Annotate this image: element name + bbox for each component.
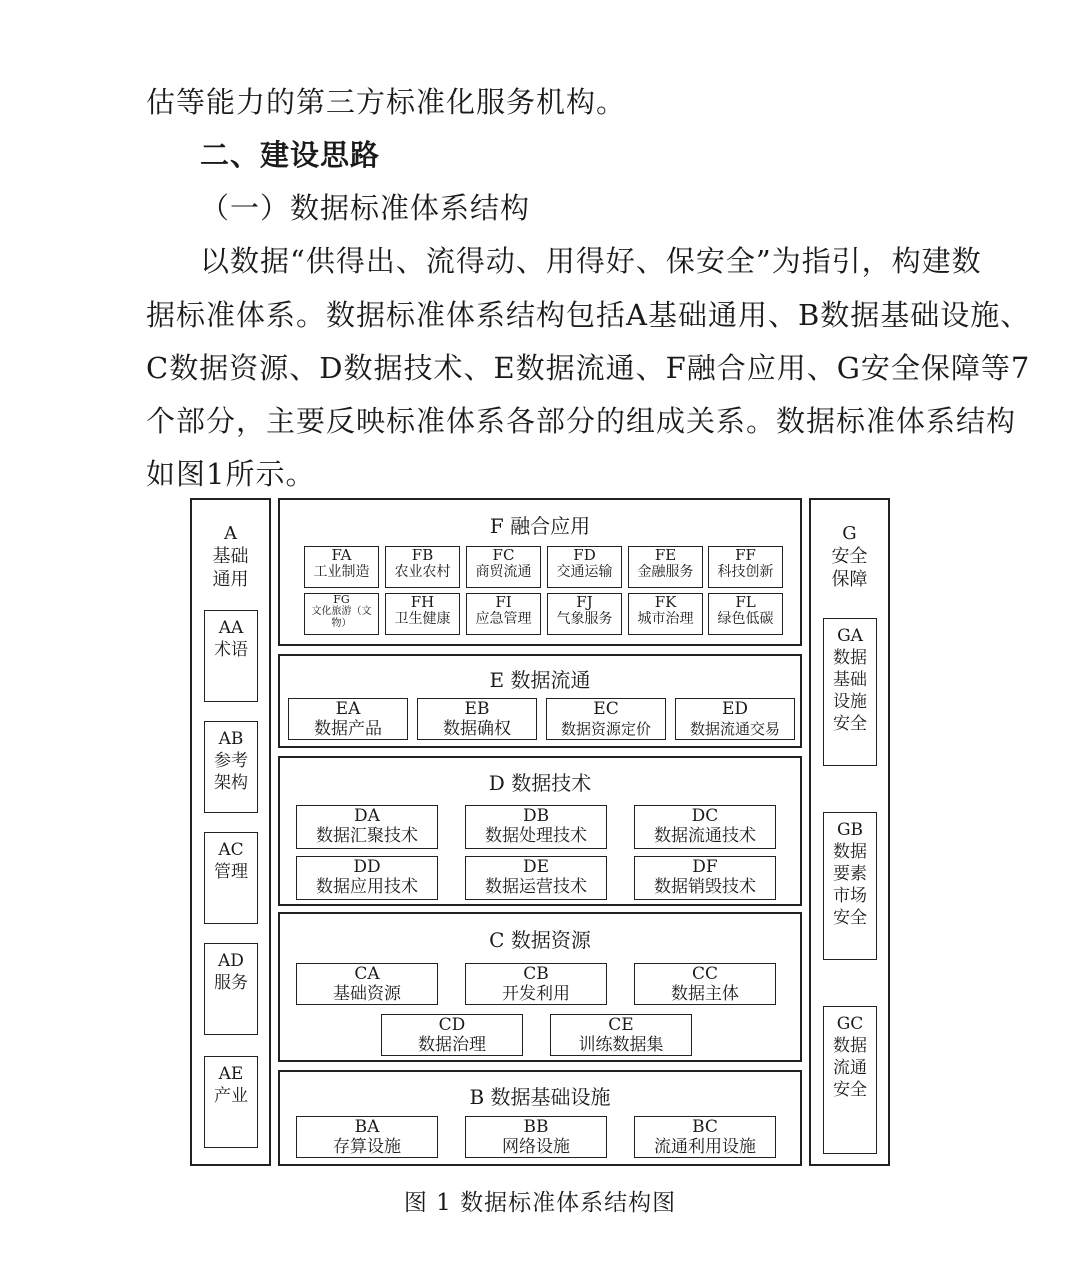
item-name: 数据 — [833, 842, 867, 862]
item-name: 市场 — [833, 886, 867, 906]
item-ea — [288, 698, 408, 740]
paragraph-line: 以数据“供得出、流得动、用得好、保安全”为指引，构建数 — [200, 244, 982, 278]
item-code: BA — [354, 1117, 380, 1137]
title-line: A — [224, 523, 237, 544]
item-name: 应急管理 — [475, 611, 532, 627]
block-b-title: B 数据基础设施 — [469, 1085, 611, 1109]
item-code: AC — [218, 840, 244, 860]
text-line-1: 估等能力的第三方标准化服务机构。 — [146, 85, 627, 119]
column-a-title — [192, 522, 269, 591]
paragraph-line: 如图1所示。 — [146, 457, 316, 491]
item-name: 数据运营技术 — [485, 877, 587, 897]
item-name: 科技创新 — [717, 564, 774, 580]
item-name: 工业制造 — [313, 564, 370, 580]
column-g-title — [811, 522, 888, 591]
item-code: FE — [654, 546, 677, 564]
item-code: EA — [335, 699, 361, 719]
column-g-security — [809, 498, 890, 1166]
item-ab — [204, 721, 258, 813]
item-aa — [204, 610, 258, 702]
item-ed — [675, 698, 795, 740]
item-cc — [634, 963, 776, 1005]
item-fe — [628, 546, 703, 588]
item-fb — [385, 546, 460, 588]
item-ec — [546, 698, 666, 740]
block-c-title: C 数据资源 — [489, 928, 591, 952]
item-fd — [547, 546, 622, 588]
item-fg — [304, 593, 379, 635]
item-name: 要素 — [833, 864, 867, 884]
item-ff — [708, 546, 783, 588]
item-code: FK — [654, 593, 677, 611]
title-line: 基础 — [212, 546, 249, 567]
item-name: 参考 — [214, 751, 248, 771]
item-code: DD — [353, 857, 381, 877]
item-code: CA — [354, 964, 380, 984]
item-code: EB — [464, 699, 490, 719]
subsection-heading: （一）数据标准体系结构 — [200, 191, 531, 225]
item-name: 安全 — [833, 714, 867, 734]
item-name: 农业农村 — [394, 564, 451, 580]
item-code: ED — [721, 699, 749, 719]
block-d-technology — [278, 756, 802, 906]
item-name: 金融服务 — [637, 564, 694, 580]
item-name: 架构 — [214, 773, 248, 793]
item-name: 数据主体 — [671, 984, 739, 1004]
item-fa — [304, 546, 379, 588]
item-fl — [708, 593, 783, 635]
item-name: 术语 — [214, 640, 248, 660]
item-code: GC — [836, 1014, 864, 1034]
block-e-title: E 数据流通 — [489, 668, 591, 692]
item-fc — [466, 546, 541, 588]
item-eb — [417, 698, 537, 740]
item-bb — [465, 1116, 607, 1158]
item-name: 城市治理 — [637, 611, 694, 627]
item-code: CC — [691, 964, 718, 984]
item-code: CE — [608, 1015, 634, 1035]
item-name: 开发利用 — [502, 984, 570, 1004]
item-code: DC — [691, 806, 719, 826]
item-fk — [628, 593, 703, 635]
item-fi — [466, 593, 541, 635]
item-gc — [823, 1006, 877, 1154]
item-code: FB — [411, 546, 434, 564]
item-name: 基础 — [833, 670, 867, 690]
item-name: 基础资源 — [333, 984, 401, 1004]
item-name: 产业 — [214, 1086, 248, 1106]
item-df — [634, 856, 776, 900]
item-code: DF — [692, 857, 718, 877]
item-name: 服务 — [214, 973, 248, 993]
item-ac — [204, 832, 258, 924]
item-name: 训练数据集 — [578, 1035, 664, 1055]
item-name: 存算设施 — [333, 1137, 401, 1157]
title-line: 安全 — [831, 546, 868, 567]
column-a-foundation — [190, 498, 271, 1166]
item-name: 数据产品 — [314, 719, 382, 739]
item-code: GA — [837, 626, 863, 646]
item-code: AD — [218, 951, 244, 971]
item-name: 卫生健康 — [394, 611, 451, 627]
item-name: 数据销毁技术 — [654, 877, 756, 897]
item-name: 数据汇聚技术 — [316, 826, 418, 846]
item-ga — [823, 618, 877, 766]
item-code: FF — [735, 546, 756, 564]
item-dd — [296, 856, 438, 900]
paragraph-line: 据标准体系。数据标准体系结构包括A基础通用、B数据基础设施、 — [146, 298, 1031, 332]
item-code: BB — [523, 1117, 549, 1137]
item-fj — [547, 593, 622, 635]
item-code: DA — [354, 806, 380, 826]
title-line: 保障 — [831, 569, 868, 590]
block-b-infrastructure — [278, 1070, 802, 1166]
item-code: DE — [522, 857, 550, 877]
item-name: 数据流通技术 — [654, 826, 756, 846]
item-bc — [634, 1116, 776, 1158]
item-name: 数据确权 — [443, 719, 511, 739]
item-name: 安全 — [833, 1080, 867, 1100]
title-line: G — [842, 523, 857, 544]
item-name: 数据处理技术 — [485, 826, 587, 846]
block-c-resources — [278, 912, 802, 1062]
block-f-title: F 融合应用 — [489, 514, 591, 538]
item-dc — [634, 805, 776, 849]
figure-caption: 图 1 数据标准体系结构图 — [403, 1190, 677, 1216]
item-code: FC — [492, 546, 515, 564]
item-code: BC — [692, 1117, 718, 1137]
item-db — [465, 805, 607, 849]
item-name: 商贸流通 — [475, 564, 532, 580]
item-code: EC — [593, 699, 619, 719]
paragraph-line: C数据资源、D数据技术、E数据流通、F融合应用、G安全保障等7 — [146, 351, 1031, 385]
item-code: FH — [410, 593, 435, 611]
item-code: GB — [836, 820, 864, 840]
paragraph-line: 个部分，主要反映标准体系各部分的组成关系。数据标准体系结构 — [146, 404, 1017, 438]
item-code: AE — [218, 1064, 244, 1084]
item-code: AB — [218, 729, 244, 749]
item-name: 交通运输 — [556, 564, 613, 580]
item-name: 数据 — [833, 1036, 867, 1056]
item-name: 绿色低碳 — [717, 611, 774, 627]
item-name: 流通利用设施 — [654, 1137, 756, 1157]
item-name: 管理 — [214, 862, 248, 882]
item-name: 设施 — [833, 692, 867, 712]
item-code: FG — [333, 593, 350, 606]
item-code: DB — [522, 806, 550, 826]
item-code: FI — [495, 593, 512, 611]
item-ba — [296, 1116, 438, 1158]
item-name: 数据流通交易 — [689, 720, 780, 738]
block-f-applications — [278, 498, 802, 646]
item-code: AA — [218, 618, 244, 638]
item-name: 安全 — [833, 908, 867, 928]
item-name: 网络设施 — [502, 1137, 570, 1157]
item-de — [465, 856, 607, 900]
block-d-title: D 数据技术 — [488, 771, 592, 795]
item-name: 数据资源定价 — [560, 720, 651, 738]
item-name: 数据 — [833, 648, 867, 668]
item-ce — [550, 1014, 692, 1056]
item-ad — [204, 943, 258, 1035]
item-name: 气象服务 — [556, 611, 613, 627]
item-cd — [381, 1014, 523, 1056]
item-cb — [465, 963, 607, 1005]
item-name: 数据治理 — [418, 1035, 486, 1055]
item-code: CB — [523, 964, 549, 984]
item-code: FJ — [576, 593, 593, 611]
section-heading: 二、建设思路 — [200, 138, 381, 172]
item-gb — [823, 812, 877, 960]
item-code: CD — [438, 1015, 466, 1035]
item-ae — [204, 1056, 258, 1148]
item-name: 数据应用技术 — [316, 877, 418, 897]
item-fh — [385, 593, 460, 635]
item-da — [296, 805, 438, 849]
item-code: FD — [573, 546, 596, 564]
item-name: 流通 — [833, 1058, 867, 1078]
item-code: FA — [331, 546, 352, 564]
item-code: FL — [735, 593, 756, 611]
item-ca — [296, 963, 438, 1005]
title-line: 通用 — [212, 569, 249, 590]
block-e-circulation — [278, 654, 802, 748]
item-name: 文化旅游（文物） — [311, 606, 372, 629]
